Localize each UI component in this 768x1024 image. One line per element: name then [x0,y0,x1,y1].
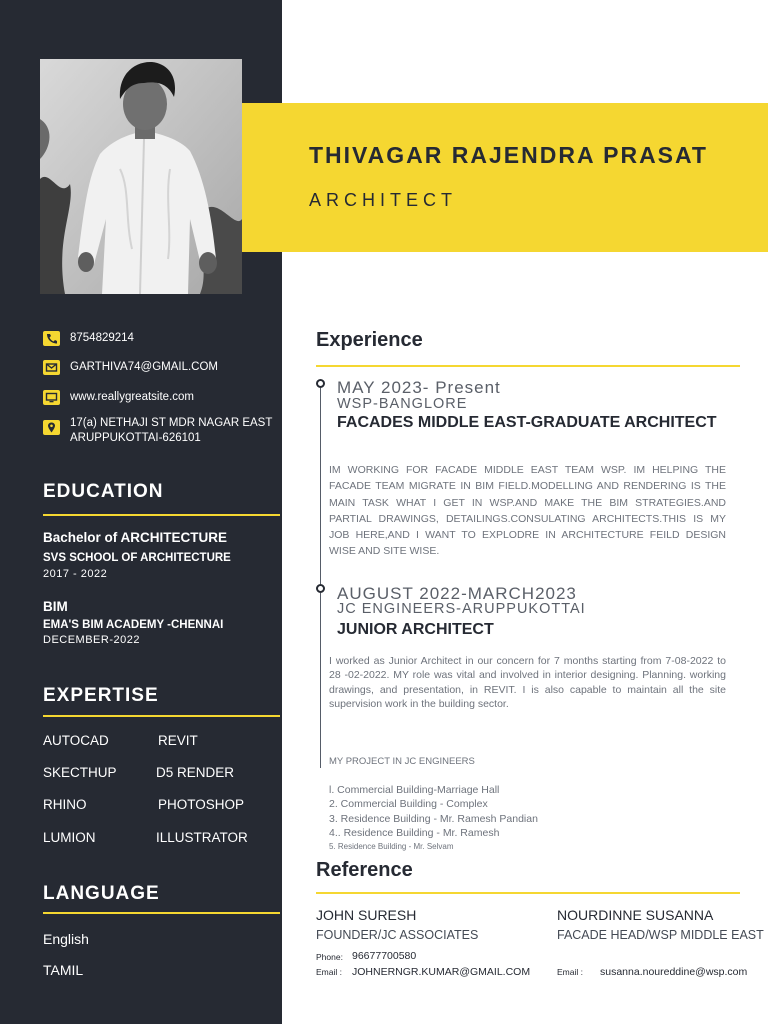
projects-heading: MY PROJECT IN JC ENGINEERS [329,756,475,767]
address [70,416,272,446]
education-date: 2017 - 2022 [43,568,108,580]
skill-item: LUMION [43,830,96,845]
phone-icon [43,331,60,346]
experience-divider [316,365,740,367]
skill-item: PHOTOSHOP [158,797,245,812]
email-label: Email : [557,967,583,977]
reference-email[interactable]: JOHNERNGR.KUMAR@GMAIL.COM [352,966,531,978]
phone-label: Phone: [316,952,343,962]
project-item: 4.. Residence Building - Mr. Ramesh [329,827,500,839]
address-line-2: ARUPPUKOTTAI-626101 [70,432,201,444]
reference-name: JOHN SURESH [316,907,417,923]
project-item: 2. Commercial Building - Complex [329,798,488,810]
education-degree: BIM [43,599,68,614]
reference-name: NOURDINNE SUSANNA [557,907,714,923]
reference-divider [316,892,740,894]
project-item: 3. Residence Building - Mr. Ramesh Pandian [329,813,538,825]
education-degree: Bachelor of ARCHITECTURE [43,530,228,545]
timeline-line [320,388,321,584]
email-label: Email : [316,967,342,977]
reference-role: FACADE HEAD/WSP MIDDLE EAST [557,928,764,942]
skill-item: RHINO [43,797,87,812]
email-address[interactable]: GARTHIVA74@GMAIL.COM [70,361,219,373]
website-link[interactable]: www.reallygreatsite.com [70,391,194,403]
timeline-line [320,593,321,768]
skill-item: REVIT [158,733,198,748]
contact-website [43,390,278,405]
skill-item: SKECTHUP [43,765,117,780]
education-heading: EDUCATION [43,481,164,502]
job-description: IM WORKING FOR FACADE MIDDLE EAST TEAM WSP. IM HELPING THE FACADE TEAM MIGRATE IN BIM FIELD.MODELLING AND RENDERING IS THE MAIN TASK WHAT I GET IN WSP.AND MAKE THE BIM STRATEGIES.AND PARTIAL DRAWINGS, DETAILINGS.CONSULATING ARCHITECTS.THIS IS MY JOB HERE,AND I WANT TO EXPLODRE IN ARCHITECTURE FEILD DESIGN WISE AND SITE WISE. [329,464,726,558]
skill-item: D5 RENDER [156,765,235,780]
education-date: DECEMBER-2022 [43,634,140,646]
monitor-icon [43,390,60,405]
reference-heading: Reference [316,859,413,881]
job-description: I worked as Junior Architect in our concern for 7 months starting from 7-08-2022 to 28 -02-2022. MY role was vital and involved in interior designing. Planning. working drawings, and presentation, in REVIT. I is also capable to maintain all the site supervision work in the building sector. [329,655,726,710]
education-school: EMA'S BIM ACADEMY -CHENNAI [43,619,224,631]
job-date: AUGUST 2022-MARCH2023 [337,584,577,603]
candidate-name: THIVAGAR RAJENDRA PRASAT [309,142,708,168]
job-title: JUNIOR ARCHITECT [337,621,494,638]
reference-phone: 96677700580 [352,950,417,962]
experience-heading: Experience [316,329,423,351]
skill-item: AUTOCAD [43,733,109,748]
job-title: FACADES MIDDLE EAST-GRADUATE ARCHITECT [337,414,717,431]
reference-email[interactable]: susanna.noureddine@wsp.com [600,966,748,978]
job-date: MAY 2023- Present [337,378,501,397]
contact-email [43,360,278,375]
project-item: 5. Residence Building - Mr. Selvam [329,842,454,851]
contact-address [43,416,278,446]
language-divider [43,912,280,914]
job-company: WSP-BANGLORE [337,396,468,412]
project-item: l. Commercial Building-Marriage Hall [329,784,500,796]
expertise-heading: EXPERTISE [43,685,159,706]
contact-phone [43,331,278,346]
education-school: SVS SCHOOL OF ARCHITECTURE [43,552,231,564]
timeline-dot [316,584,325,593]
job-company: JC ENGINEERS-ARUPPUKOTTAI [337,601,586,617]
language-item: TAMIL [43,962,84,978]
header-band [242,103,768,252]
address-line-1: 17(a) NETHAJI ST MDR NAGAR EAST [70,417,273,429]
reference-role: FOUNDER/JC ASSOCIATES [316,928,479,942]
candidate-role: ARCHITECT [309,190,457,210]
language-item: English [43,931,89,947]
education-divider [43,514,280,516]
mail-icon [43,360,60,375]
expertise-divider [43,715,280,717]
phone-number: 8754829214 [70,332,134,344]
timeline-dot [316,379,325,388]
skill-item: ILLUSTRATOR [156,830,248,845]
language-heading: LANGUAGE [43,883,160,904]
profile-photo [40,59,242,294]
location-pin-icon [43,420,60,435]
